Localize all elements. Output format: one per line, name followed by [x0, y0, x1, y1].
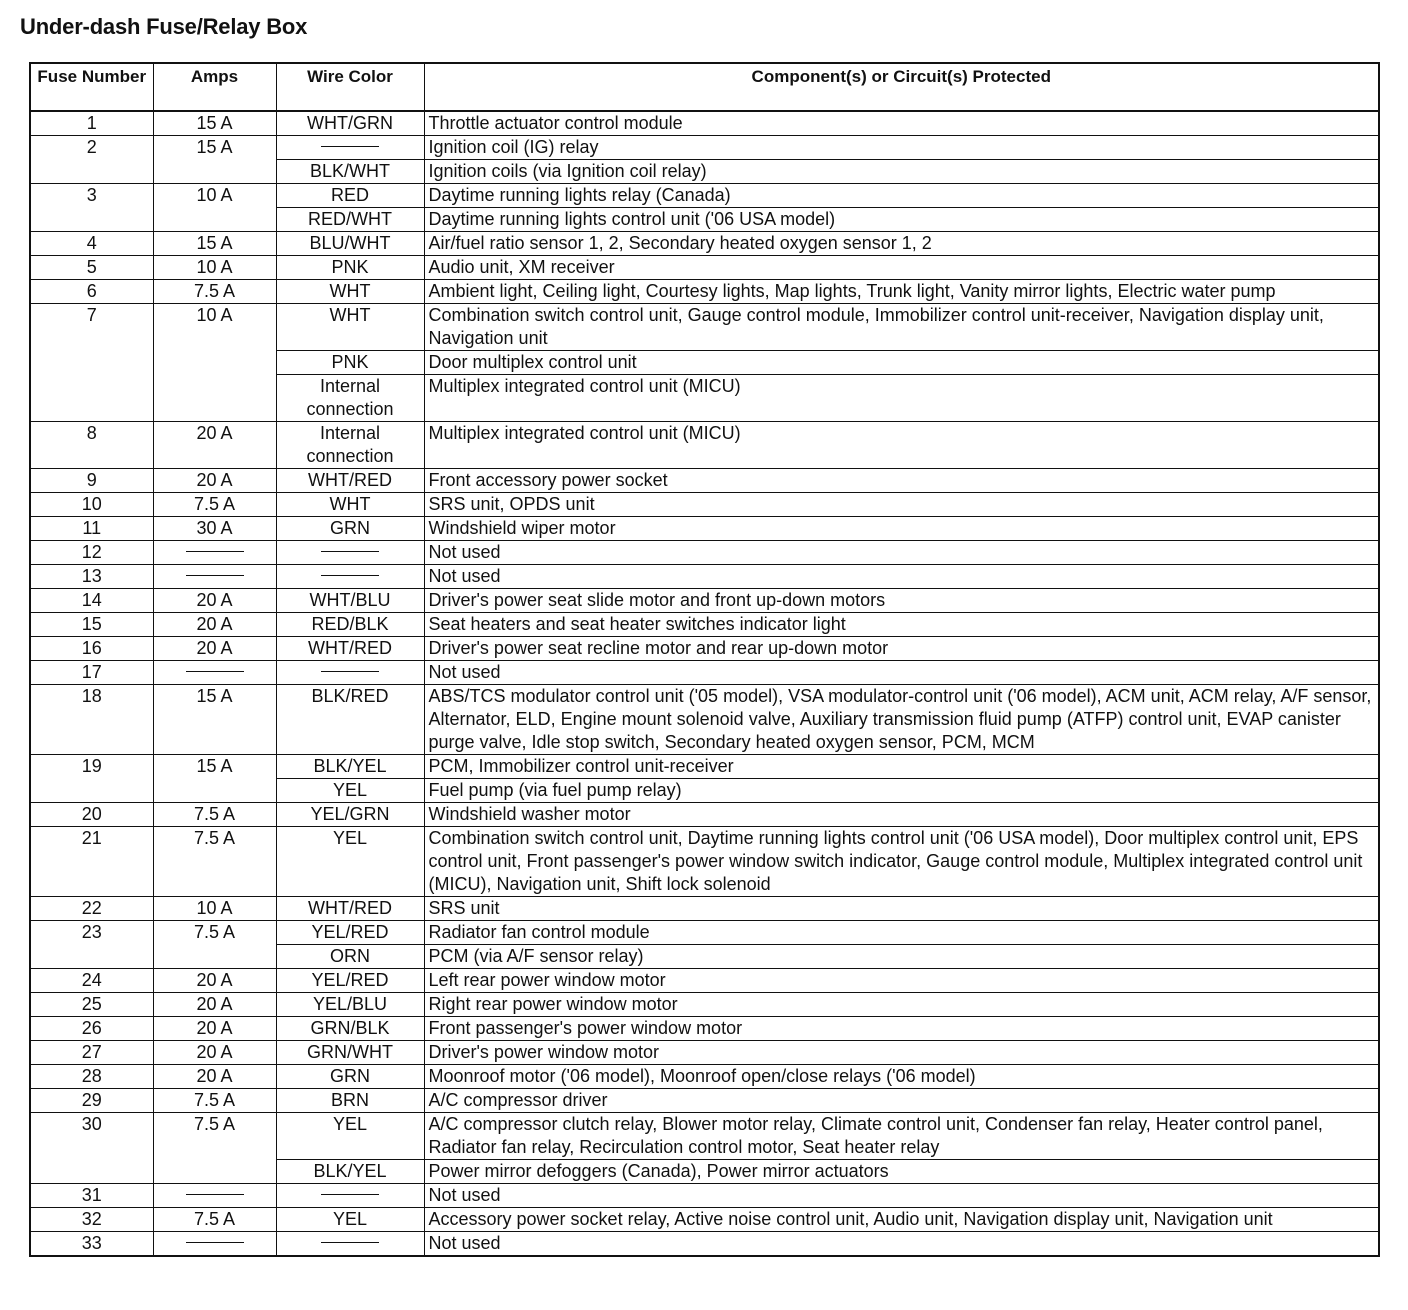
fuse-number-cell: 1 — [30, 111, 153, 136]
fuse-row — [30, 993, 1379, 1017]
fuse-row — [30, 613, 1379, 637]
component-cell: Ambient light, Ceiling light, Courtesy lights, Map lights, Trunk light, Vanity mirror lights, Electric water pump — [424, 280, 1379, 304]
fuse-row — [30, 541, 1379, 565]
fuse-row — [30, 1065, 1379, 1089]
fuse-number-cell: 8 — [30, 422, 153, 469]
fuse-row — [30, 685, 1379, 755]
amps-cell: 7.5 A — [153, 280, 276, 304]
wire-color-cell: YEL/RED — [276, 969, 424, 993]
wire-color-cell: GRN — [276, 517, 424, 541]
fuse-number-cell: 30 — [30, 1113, 153, 1184]
empty-dash — [321, 1242, 379, 1243]
wire-color-cell: WHT/RED — [276, 469, 424, 493]
component-cell: Door multiplex control unit — [424, 351, 1379, 375]
wire-color-cell: WHT/GRN — [276, 111, 424, 136]
fuse-row — [30, 589, 1379, 613]
fuse-row — [30, 493, 1379, 517]
amps-cell: 15 A — [153, 111, 276, 136]
component-cell: Audio unit, XM receiver — [424, 256, 1379, 280]
empty-dash — [321, 575, 379, 576]
wire-color-cell — [276, 565, 424, 589]
component-cell: Combination switch control unit, Gauge control module, Immobilizer control unit-receiver, Navigation display unit, Navigation unit — [424, 304, 1379, 351]
empty-dash — [321, 146, 379, 147]
component-cell: Right rear power window motor — [424, 993, 1379, 1017]
fuse-number-cell: 11 — [30, 517, 153, 541]
empty-dash — [186, 575, 244, 576]
header-fuse-number: Fuse Number — [30, 63, 153, 111]
fuse-row — [30, 637, 1379, 661]
amps-cell: 10 A — [153, 256, 276, 280]
fuse-number-cell: 20 — [30, 803, 153, 827]
fuse-number-cell: 32 — [30, 1208, 153, 1232]
empty-dash — [321, 551, 379, 552]
component-cell: Daytime running lights control unit ('06 USA model) — [424, 208, 1379, 232]
fuse-row — [30, 1089, 1379, 1113]
fuse-number-cell: 2 — [30, 136, 153, 184]
wire-color-cell: BLK/YEL — [276, 755, 424, 779]
fuse-number-cell: 17 — [30, 661, 153, 685]
component-cell: Not used — [424, 1184, 1379, 1208]
amps-cell — [153, 661, 276, 685]
fuse-row — [30, 921, 1379, 945]
component-cell: Multiplex integrated control unit (MICU) — [424, 375, 1379, 422]
amps-cell: 7.5 A — [153, 1089, 276, 1113]
component-cell: Windshield wiper motor — [424, 517, 1379, 541]
fuse-number-cell: 21 — [30, 827, 153, 897]
fuse-number-cell: 7 — [30, 304, 153, 422]
fuse-number-cell: 27 — [30, 1041, 153, 1065]
empty-dash — [186, 1242, 244, 1243]
wire-color-cell: GRN/BLK — [276, 1017, 424, 1041]
fuse-row — [30, 1208, 1379, 1232]
amps-cell: 20 A — [153, 993, 276, 1017]
fuse-number-cell: 15 — [30, 613, 153, 637]
amps-cell: 20 A — [153, 469, 276, 493]
wire-color-cell: RED/WHT — [276, 208, 424, 232]
wire-color-cell: RED — [276, 184, 424, 208]
wire-color-cell: WHT — [276, 493, 424, 517]
fuse-number-cell: 18 — [30, 685, 153, 755]
fuse-table — [29, 62, 1380, 1257]
wire-color-cell: GRN/WHT — [276, 1041, 424, 1065]
amps-cell: 20 A — [153, 1065, 276, 1089]
fuse-row — [30, 280, 1379, 304]
fuse-number-cell: 12 — [30, 541, 153, 565]
component-cell: Moonroof motor ('06 model), Moonroof open/close relays ('06 model) — [424, 1065, 1379, 1089]
fuse-row — [30, 517, 1379, 541]
amps-cell: 20 A — [153, 1017, 276, 1041]
amps-cell: 20 A — [153, 969, 276, 993]
component-cell: Not used — [424, 565, 1379, 589]
fuse-number-cell: 14 — [30, 589, 153, 613]
fuse-row — [30, 661, 1379, 685]
fuse-number-cell: 4 — [30, 232, 153, 256]
amps-cell: 15 A — [153, 232, 276, 256]
component-cell: Multiplex integrated control unit (MICU) — [424, 422, 1379, 469]
amps-cell: 20 A — [153, 1041, 276, 1065]
component-cell: Not used — [424, 1232, 1379, 1257]
fuse-number-cell: 10 — [30, 493, 153, 517]
fuse-row — [30, 755, 1379, 779]
wire-color-cell — [276, 541, 424, 565]
fuse-number-cell: 22 — [30, 897, 153, 921]
wire-color-cell: YEL — [276, 1113, 424, 1160]
wire-color-cell: YEL — [276, 779, 424, 803]
wire-color-cell: WHT/RED — [276, 897, 424, 921]
component-cell: SRS unit, OPDS unit — [424, 493, 1379, 517]
fuse-row — [30, 184, 1379, 208]
wire-color-cell: YEL — [276, 1208, 424, 1232]
fuse-row — [30, 1041, 1379, 1065]
amps-cell: 7.5 A — [153, 827, 276, 897]
amps-cell: 15 A — [153, 755, 276, 803]
component-cell: Not used — [424, 661, 1379, 685]
component-cell: SRS unit — [424, 897, 1379, 921]
wire-color-cell: GRN — [276, 1065, 424, 1089]
fuse-row — [30, 969, 1379, 993]
fuse-row — [30, 1184, 1379, 1208]
component-cell: Driver's power seat recline motor and rear up-down motor — [424, 637, 1379, 661]
header-row — [30, 63, 1379, 111]
amps-cell: 7.5 A — [153, 803, 276, 827]
wire-color-cell: YEL/GRN — [276, 803, 424, 827]
page-title: Under-dash Fuse/Relay Box — [20, 14, 308, 39]
header-amps: Amps — [153, 63, 276, 111]
fuse-row — [30, 1232, 1379, 1257]
fuse-number-cell: 25 — [30, 993, 153, 1017]
fuse-number-cell: 24 — [30, 969, 153, 993]
component-cell: Ignition coil (IG) relay — [424, 136, 1379, 160]
component-cell: Fuel pump (via fuel pump relay) — [424, 779, 1379, 803]
fuse-number-cell: 23 — [30, 921, 153, 969]
header-wire-color: Wire Color — [276, 63, 424, 111]
component-cell: Power mirror defoggers (Canada), Power mirror actuators — [424, 1160, 1379, 1184]
wire-color-cell: PNK — [276, 351, 424, 375]
amps-cell: 10 A — [153, 184, 276, 232]
fuse-number-cell: 33 — [30, 1232, 153, 1257]
amps-cell: 15 A — [153, 136, 276, 184]
wire-color-cell — [276, 1232, 424, 1257]
component-cell: Windshield washer motor — [424, 803, 1379, 827]
fuse-row — [30, 897, 1379, 921]
wire-color-cell: WHT — [276, 280, 424, 304]
component-cell: Front passenger's power window motor — [424, 1017, 1379, 1041]
empty-dash — [321, 1194, 379, 1195]
amps-cell — [153, 1232, 276, 1257]
amps-cell: 7.5 A — [153, 1208, 276, 1232]
fuse-number-cell: 5 — [30, 256, 153, 280]
wire-color-cell: BLK/RED — [276, 685, 424, 755]
component-cell: A/C compressor driver — [424, 1089, 1379, 1113]
fuse-number-cell: 13 — [30, 565, 153, 589]
fuse-number-cell: 3 — [30, 184, 153, 232]
component-cell: PCM (via A/F sensor relay) — [424, 945, 1379, 969]
component-cell: Seat heaters and seat heater switches indicator light — [424, 613, 1379, 637]
wire-color-cell: PNK — [276, 256, 424, 280]
amps-cell: 7.5 A — [153, 1113, 276, 1184]
component-cell: Accessory power socket relay, Active noise control unit, Audio unit, Navigation display unit, Navigation unit — [424, 1208, 1379, 1232]
fuse-row — [30, 304, 1379, 351]
fuse-row — [30, 469, 1379, 493]
wire-color-cell — [276, 661, 424, 685]
fuse-row — [30, 1017, 1379, 1041]
fuse-row — [30, 827, 1379, 897]
fuse-number-cell: 6 — [30, 280, 153, 304]
fuse-number-cell: 9 — [30, 469, 153, 493]
component-cell: Combination switch control unit, Daytime running lights control unit ('06 USA model), Door multiplex control unit, EPS control unit, Front passenger's power window switch indicator, Gauge control module, Multiplex integrated control unit (MICU), Navigation unit, Shift lock solenoid — [424, 827, 1379, 897]
wire-color-cell: WHT — [276, 304, 424, 351]
wire-color-cell: Internal connection — [276, 422, 424, 469]
component-cell: Left rear power window motor — [424, 969, 1379, 993]
wire-color-cell: YEL — [276, 827, 424, 897]
header-components: Component(s) or Circuit(s) Protected — [424, 63, 1379, 111]
amps-cell: 10 A — [153, 304, 276, 422]
fuse-row — [30, 111, 1379, 136]
fuse-row — [30, 565, 1379, 589]
wire-color-cell: YEL/RED — [276, 921, 424, 945]
fuse-row — [30, 803, 1379, 827]
empty-dash — [186, 551, 244, 552]
amps-cell: 20 A — [153, 422, 276, 469]
fuse-number-cell: 19 — [30, 755, 153, 803]
component-cell: Radiator fan control module — [424, 921, 1379, 945]
empty-dash — [186, 671, 244, 672]
wire-color-cell: BLK/YEL — [276, 1160, 424, 1184]
fuse-number-cell: 29 — [30, 1089, 153, 1113]
wire-color-cell: BLK/WHT — [276, 160, 424, 184]
amps-cell: 15 A — [153, 685, 276, 755]
component-cell: PCM, Immobilizer control unit-receiver — [424, 755, 1379, 779]
fuse-number-cell: 16 — [30, 637, 153, 661]
wire-color-cell — [276, 1184, 424, 1208]
amps-cell: 7.5 A — [153, 493, 276, 517]
amps-cell: 10 A — [153, 897, 276, 921]
empty-dash — [186, 1194, 244, 1195]
amps-cell — [153, 565, 276, 589]
wire-color-cell: Internal connection — [276, 375, 424, 422]
wire-color-cell: RED/BLK — [276, 613, 424, 637]
component-cell: Driver's power window motor — [424, 1041, 1379, 1065]
fuse-row — [30, 422, 1379, 469]
wire-color-cell: BLU/WHT — [276, 232, 424, 256]
amps-cell — [153, 541, 276, 565]
wire-color-cell: WHT/RED — [276, 637, 424, 661]
component-cell: Air/fuel ratio sensor 1, 2, Secondary heated oxygen sensor 1, 2 — [424, 232, 1379, 256]
component-cell: ABS/TCS modulator control unit ('05 model), VSA modulator-control unit ('06 model), ACM unit, ACM relay, A/F sensor, Alternator, ELD, Engine mount solenoid valve, Auxiliary transmission fluid pump (ATFP) control unit, EVAP canister purge valve, Idle stop switch, Secondary heated oxygen sensor, PCM, MCM — [424, 685, 1379, 755]
component-cell: Throttle actuator control module — [424, 111, 1379, 136]
wire-color-cell: WHT/BLU — [276, 589, 424, 613]
component-cell: A/C compressor clutch relay, Blower motor relay, Climate control unit, Condenser fan relay, Heater control panel, Radiator fan relay, Recirculation control motor, Seat heater relay — [424, 1113, 1379, 1160]
fuse-row — [30, 256, 1379, 280]
component-cell: Front accessory power socket — [424, 469, 1379, 493]
amps-cell: 30 A — [153, 517, 276, 541]
fuse-table-body — [30, 111, 1379, 1256]
amps-cell: 7.5 A — [153, 921, 276, 969]
wire-color-cell: ORN — [276, 945, 424, 969]
fuse-number-cell: 31 — [30, 1184, 153, 1208]
component-cell: Ignition coils (via Ignition coil relay) — [424, 160, 1379, 184]
amps-cell: 20 A — [153, 637, 276, 661]
empty-dash — [321, 671, 379, 672]
component-cell: Daytime running lights relay (Canada) — [424, 184, 1379, 208]
component-cell: Not used — [424, 541, 1379, 565]
fuse-number-cell: 28 — [30, 1065, 153, 1089]
fuse-row — [30, 136, 1379, 160]
fuse-row — [30, 232, 1379, 256]
amps-cell — [153, 1184, 276, 1208]
wire-color-cell: BRN — [276, 1089, 424, 1113]
fuse-number-cell: 26 — [30, 1017, 153, 1041]
fuse-row — [30, 1113, 1379, 1160]
component-cell: Driver's power seat slide motor and front up-down motors — [424, 589, 1379, 613]
amps-cell: 20 A — [153, 589, 276, 613]
wire-color-cell: YEL/BLU — [276, 993, 424, 1017]
amps-cell: 20 A — [153, 613, 276, 637]
wire-color-cell — [276, 136, 424, 160]
